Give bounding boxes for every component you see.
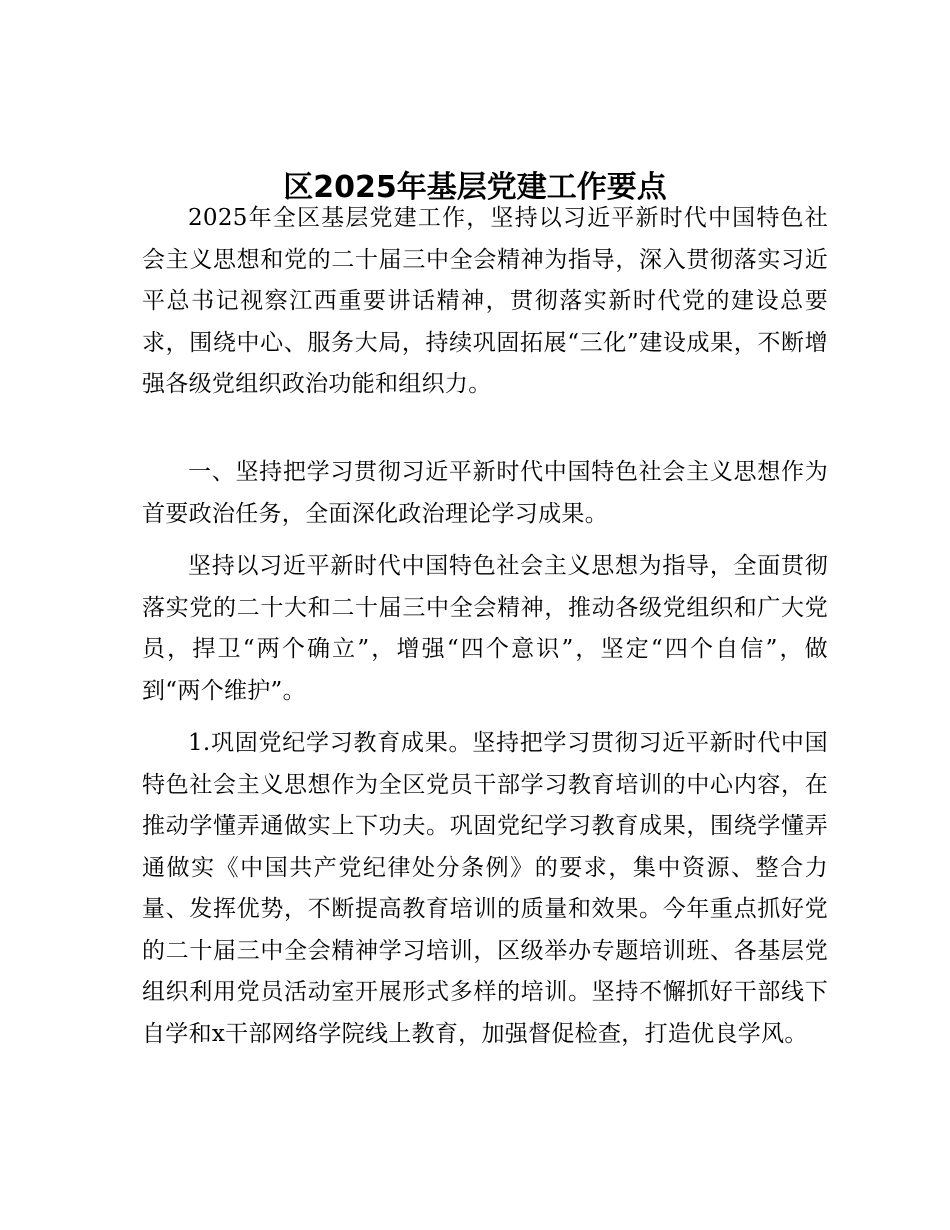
document-title: 区2025年基层党建工作要点 — [283, 170, 667, 205]
paragraph-intro: 2025年全区基层党建工作，坚持以习近平新时代中国特色社会主义思想和党的二十届三中全会精神为指导，深入贯彻落实习近平总书记视察江西重要讲话精神，贯彻落实新时代党的建设总要求，围绕中心、服务大局，持续巩固拓展“三化”建设成果，不断增强各级党组织政治功能和组织力。 — [142, 205, 828, 397]
paragraph-item-1: 1.巩固党纪学习教育成果。坚持把学习贯彻习近平新时代中国特色社会主义思想作为全区党员干部学习教育培训的中心内容，在推动学懂弄通做实上下功夫。巩固党纪学习教育成果，围绕学懂弄通做实《中国共产党纪律处分条例》的要求，集中资源、整合力量、发挥优势，不断提高教育培训的质量和效果。今年重点抓好党的二十届三中全会精神学习培训，区级举办专题培训班、各基层党组织利用党员活动室开展形式多样的培训。坚持不懈抓好干部线下自学和x干部网络学院线上教育，加强督促检查，打造优良学风。 — [142, 730, 828, 1047]
section-heading-1: 一、坚持把学习贯彻习近平新时代中国特色社会主义思想作为首要政治任务，全面深化政治理论学习成果。 — [142, 459, 828, 527]
paragraph-section-1: 坚持以习近平新时代中国特色社会主义思想为指导，全面贯彻落实党的二十大和二十届三中全会精神，推动各级党组织和广大党员，捍卫“两个确立”，增强“四个意识”，坚定“四个自信”，做到“两个维护”。 — [142, 553, 828, 704]
